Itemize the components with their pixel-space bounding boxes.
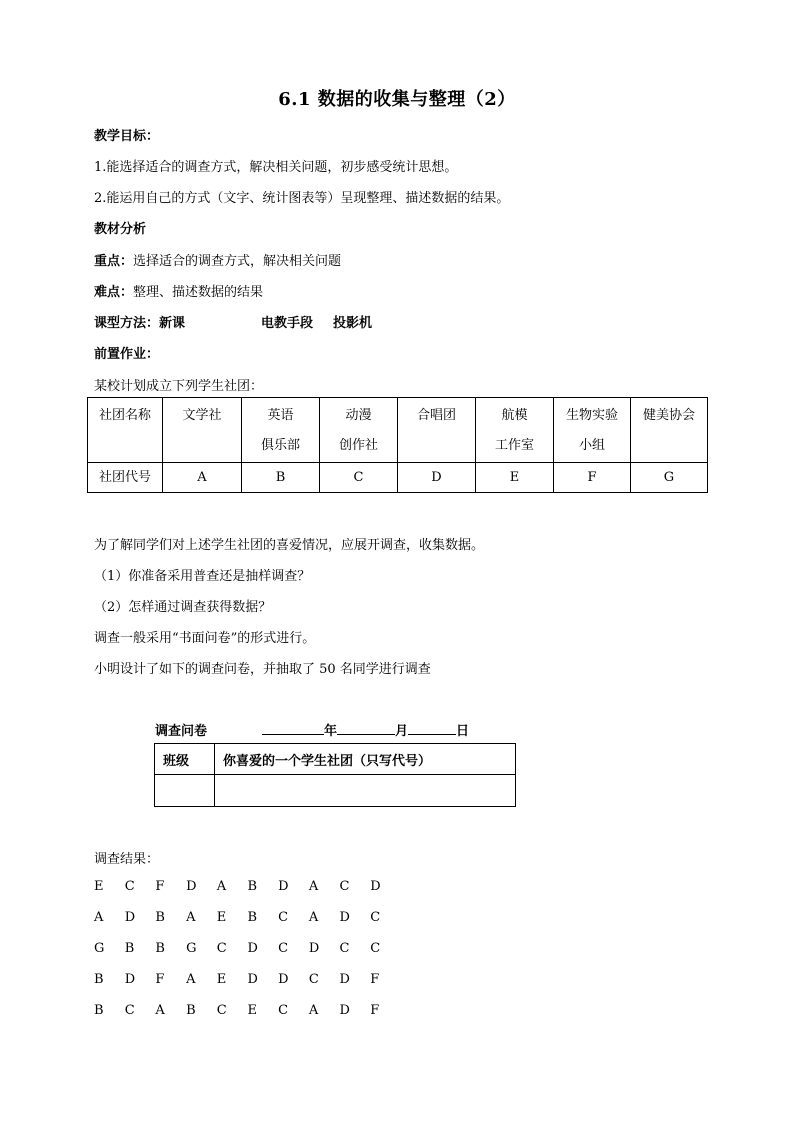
questionnaire-header bbox=[155, 720, 469, 739]
results-row bbox=[94, 941, 401, 956]
result-cell: A bbox=[155, 1003, 165, 1018]
club-choice-column-header: 你喜爱的一个学生社团（只写代号） bbox=[215, 744, 516, 775]
result-cell: C bbox=[308, 972, 319, 987]
result-cell: B bbox=[94, 972, 104, 987]
lesson-type-label: 课型方法： bbox=[94, 316, 160, 331]
club-name-cell: 英语 俱乐部 bbox=[242, 398, 320, 463]
result-cell: D bbox=[247, 941, 258, 956]
survey-form-note: 调查一般采用“书面问卷”的形式进行。 bbox=[94, 631, 316, 646]
objective-1: 1.能选择适合的调查方式，解决相关问题，初步感受统计思想。 bbox=[94, 160, 458, 175]
result-cell: E bbox=[216, 910, 227, 925]
month-label: 月 bbox=[395, 724, 409, 739]
result-cell: E bbox=[247, 1003, 257, 1018]
result-cell: D bbox=[370, 879, 381, 894]
clubs-intro: 某校计划成立下列学生社团： bbox=[94, 379, 264, 394]
result-cell: F bbox=[370, 1003, 380, 1018]
result-cell: B bbox=[247, 879, 257, 894]
results-row bbox=[94, 1003, 401, 1018]
result-cell: A bbox=[216, 879, 227, 894]
result-cell: D bbox=[124, 972, 136, 987]
day-label: 日 bbox=[456, 724, 470, 739]
result-cell: B bbox=[247, 910, 257, 925]
result-cell: A bbox=[308, 879, 319, 894]
club-code-cell: G bbox=[631, 463, 708, 493]
result-cell: A bbox=[186, 972, 196, 987]
result-cell: E bbox=[216, 972, 227, 987]
objectives-label: 教学目标： bbox=[94, 129, 160, 144]
club-answer-cell bbox=[215, 775, 516, 807]
class-column-header: 班级 bbox=[155, 744, 215, 775]
key-point-line bbox=[94, 250, 341, 269]
questionnaire-answer-row bbox=[155, 775, 516, 807]
analysis-label: 教材分析 bbox=[94, 222, 147, 237]
results-row bbox=[94, 879, 401, 894]
result-cell: C bbox=[216, 941, 227, 956]
clubs-table bbox=[87, 397, 708, 493]
results-label: 调查结果： bbox=[94, 852, 160, 867]
result-cell: E bbox=[94, 879, 104, 894]
result-cell: F bbox=[155, 972, 165, 987]
result-cell: B bbox=[155, 941, 165, 956]
month-blank bbox=[337, 722, 395, 735]
question-2: （2）怎样通过调查获得数据？ bbox=[94, 600, 272, 615]
result-cell: B bbox=[155, 910, 165, 925]
result-cell: C bbox=[216, 1003, 227, 1018]
club-code-cell: E bbox=[476, 463, 554, 493]
club-name-cell: 生物实验 小组 bbox=[554, 398, 631, 463]
media-label: 电教手段 bbox=[261, 316, 314, 331]
result-cell: C bbox=[124, 879, 135, 894]
result-cell: D bbox=[186, 879, 197, 894]
objective-2: 2.能运用自己的方式（文字、统计图表等）呈现整理、描述数据的结果。 bbox=[94, 191, 510, 206]
questionnaire-label: 调查问卷 bbox=[155, 724, 208, 739]
key-point-text: 选择适合的调查方式，解决相关问题 bbox=[133, 254, 342, 269]
results-row bbox=[94, 972, 401, 987]
result-cell: D bbox=[247, 972, 258, 987]
club-code-header: 社团代号 bbox=[88, 463, 163, 493]
year-label: 年 bbox=[324, 724, 338, 739]
result-cell: C bbox=[339, 941, 350, 956]
club-name-cell: 航模 工作室 bbox=[476, 398, 554, 463]
class-answer-cell bbox=[155, 775, 215, 807]
result-cell: F bbox=[370, 972, 380, 987]
difficulty-line bbox=[94, 281, 263, 300]
result-cell: D bbox=[339, 910, 350, 925]
club-code-row bbox=[88, 463, 708, 493]
result-cell: C bbox=[124, 1003, 135, 1018]
result-cell: A bbox=[308, 1003, 319, 1018]
club-name-header: 社团名称 bbox=[88, 398, 163, 463]
result-cell: B bbox=[186, 1003, 196, 1018]
lesson-type-line bbox=[94, 312, 372, 331]
questionnaire-table bbox=[154, 743, 516, 807]
club-code-cell: B bbox=[242, 463, 320, 493]
club-name-cell: 健美协会 bbox=[631, 398, 708, 463]
result-cell: C bbox=[370, 910, 381, 925]
club-code-cell: C bbox=[320, 463, 398, 493]
difficulty-text: 整理、描述数据的结果 bbox=[133, 285, 264, 300]
result-cell: B bbox=[94, 1003, 104, 1018]
result-cell: B bbox=[124, 941, 135, 956]
result-cell: D bbox=[339, 972, 350, 987]
media-text: 投影机 bbox=[333, 316, 373, 331]
result-cell: D bbox=[308, 941, 320, 956]
result-cell: C bbox=[370, 941, 381, 956]
results-row bbox=[94, 910, 401, 925]
difficulty-label: 难点： bbox=[94, 285, 134, 300]
result-cell: A bbox=[186, 910, 196, 925]
result-cell: D bbox=[339, 1003, 350, 1018]
club-code-cell: A bbox=[163, 463, 242, 493]
result-cell: G bbox=[94, 941, 105, 956]
result-cell: D bbox=[124, 910, 136, 925]
result-cell: C bbox=[339, 879, 350, 894]
lesson-type-text: 新课 bbox=[159, 316, 186, 331]
page-title: 6.1 数据的收集与整理（2） bbox=[278, 89, 516, 110]
result-cell: G bbox=[186, 941, 197, 956]
club-name-cell: 文学社 bbox=[163, 398, 242, 463]
key-point-label: 重点： bbox=[94, 254, 134, 269]
questionnaire-header-row bbox=[155, 744, 516, 775]
survey-intro: 为了解同学们对上述学生社团的喜爱情况，应展开调查，收集数据。 bbox=[94, 538, 485, 553]
result-cell: F bbox=[155, 879, 165, 894]
club-name-row bbox=[88, 398, 708, 463]
club-name-cell: 合唱团 bbox=[398, 398, 476, 463]
result-cell: A bbox=[94, 910, 104, 925]
day-blank bbox=[408, 722, 456, 735]
result-cell: C bbox=[278, 1003, 289, 1018]
result-cell: A bbox=[308, 910, 319, 925]
xiaoming-note: 小明设计了如下的调查问卷，并抽取了 50 名同学进行调查 bbox=[94, 662, 431, 677]
club-code-cell: F bbox=[554, 463, 631, 493]
result-cell: D bbox=[278, 879, 289, 894]
homework-label: 前置作业： bbox=[94, 347, 160, 362]
result-cell: C bbox=[278, 941, 289, 956]
result-cell: C bbox=[278, 910, 289, 925]
result-cell: D bbox=[278, 972, 289, 987]
club-name-cell: 动漫 创作社 bbox=[320, 398, 398, 463]
question-1: （1）你准备采用普查还是抽样调查？ bbox=[94, 569, 311, 584]
year-blank bbox=[262, 722, 324, 735]
club-code-cell: D bbox=[398, 463, 476, 493]
